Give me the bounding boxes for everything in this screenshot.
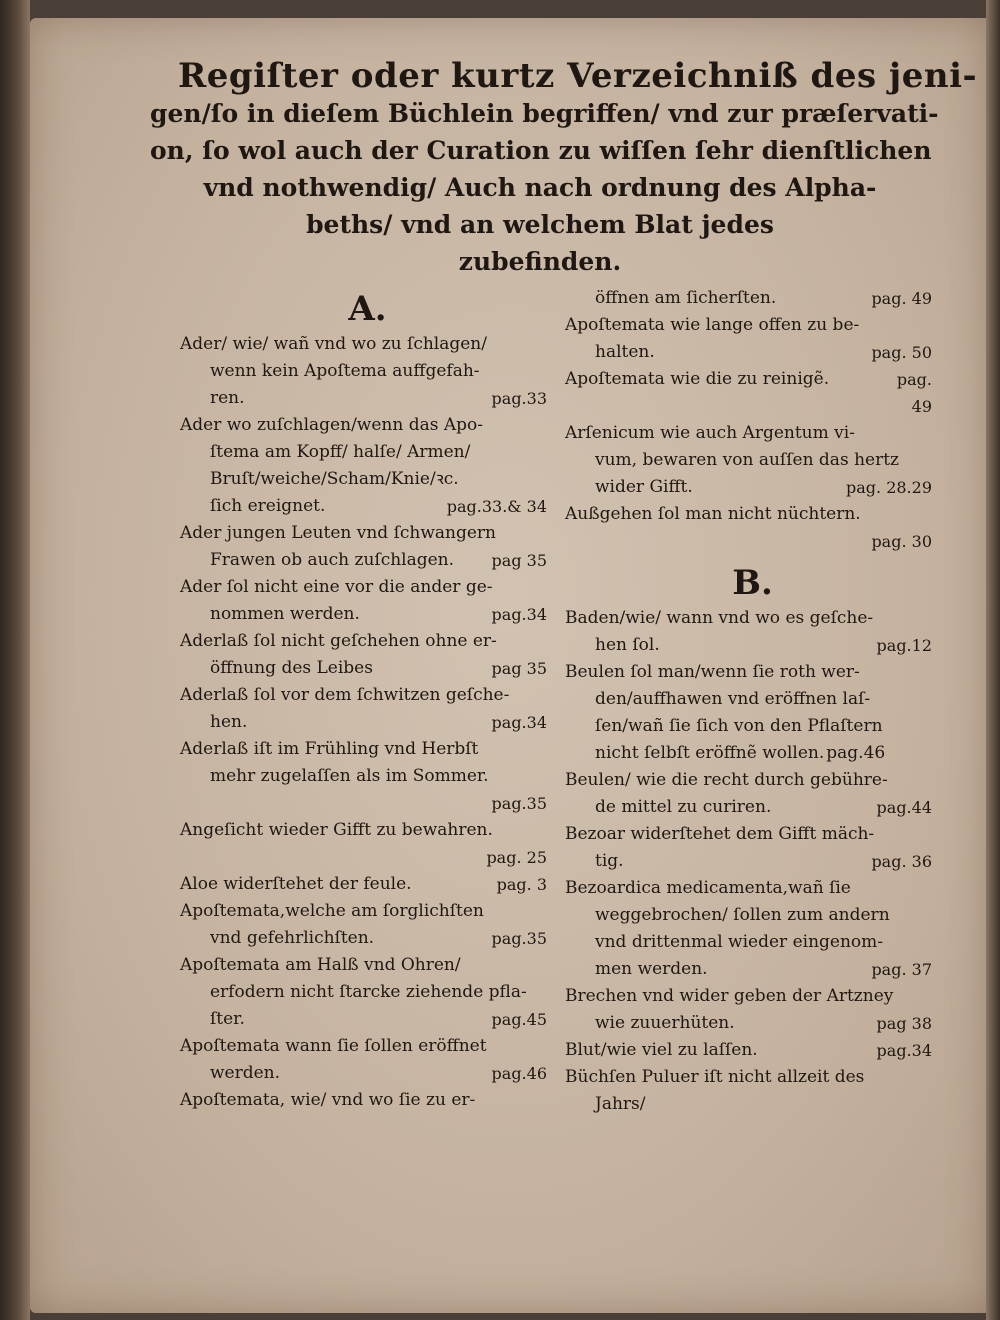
entry-text: Frawen ob auch zuſchlagen. — [210, 550, 455, 570]
section-letter-b: B. — [732, 563, 773, 603]
index-entry — [180, 412, 555, 520]
entry-text: ſter. — [210, 1009, 245, 1029]
index-entry — [565, 767, 940, 821]
index-entry — [565, 1037, 940, 1064]
entry-text: Apoſtemata am Halß vnd Ohren/ — [180, 955, 461, 975]
entry-text: Bruſt/weiche/Scham/Knie/ꝛc. — [210, 469, 459, 489]
entry-line — [180, 655, 555, 682]
index-entry — [565, 983, 940, 1037]
entry-line — [565, 821, 940, 848]
index-entry — [180, 952, 555, 1033]
index-entry — [180, 736, 555, 817]
index-entry — [180, 1033, 555, 1087]
entry-line — [565, 285, 940, 312]
entry-text: Brechen vnd wider geben der Artzney — [565, 986, 894, 1006]
entry-line — [180, 1006, 555, 1033]
entry-line — [565, 659, 940, 686]
entry-text: Beulen/ wie die recht durch gebühre- — [565, 770, 888, 790]
entry-line — [180, 331, 555, 358]
entry-line — [180, 709, 555, 736]
index-entry — [180, 331, 555, 412]
entry-line — [565, 767, 940, 794]
index-entry — [180, 817, 555, 871]
entry-line — [565, 393, 940, 420]
entry-text: Apoſtemata wann ſie ſollen eröffnet — [180, 1036, 487, 1056]
entry-text: Ader jungen Leuten vnd ſchwangern — [180, 523, 497, 543]
index-entry — [565, 1064, 940, 1118]
entry-list-a-continued — [565, 285, 940, 555]
entry-text: Aderlaß ſol vor dem ſchwitzen geſche- — [180, 685, 510, 705]
page-reference: pag. 30 — [871, 532, 932, 551]
entry-text: Baden/wie/ wann vnd wo es geſche- — [565, 608, 874, 628]
entry-text: hen. — [210, 712, 248, 732]
entry-line — [565, 528, 940, 555]
index-column-right — [565, 285, 940, 1118]
entry-text: wider Gifft. — [595, 477, 693, 497]
page-reference: pag.34 — [491, 605, 547, 624]
entry-line — [565, 713, 940, 740]
entry-text: vum, bewaren von auſſen das hertz — [595, 450, 899, 470]
entry-line — [180, 871, 555, 898]
entry-line — [180, 385, 555, 412]
page-reference: 49 — [911, 397, 932, 416]
entry-text: Ader/ wie/ wañ vnd wo zu ſchlagen/ — [180, 334, 487, 354]
entry-line — [565, 312, 940, 339]
entry-text: öffnen am ſicherſten. — [595, 288, 777, 308]
entry-line — [180, 952, 555, 979]
entry-text: Angeſicht wieder Gifft zu bewahren. — [180, 820, 493, 840]
entry-line — [565, 1037, 940, 1064]
entry-text: Außgehen ſol man nicht nüchtern. — [565, 504, 861, 524]
page-reference: pag. 50 — [871, 343, 932, 362]
entry-line — [180, 817, 555, 844]
entry-text: werden. — [210, 1063, 281, 1083]
title-line-5: beths/ vnd an welchem Blat jedes — [306, 210, 774, 239]
title-line-2: gen/ſo in dieſem Büchlein begriffen/ vnd zur præſervati- — [150, 99, 939, 128]
page-reference: pag. 49 — [871, 289, 932, 308]
page-reference: pag. 36 — [871, 852, 932, 871]
entry-line — [180, 682, 555, 709]
index-entry — [180, 871, 555, 898]
entry-text: öffnung des Leibes — [210, 658, 373, 678]
index-entry — [565, 659, 940, 767]
entry-text: Apoſtemata,welche am ſorglichſten — [180, 901, 484, 921]
entry-text: Büchſen Puluer iſt nicht allzeit des — [565, 1067, 865, 1087]
index-entry — [565, 366, 940, 420]
index-entry — [180, 898, 555, 952]
index-entry — [565, 420, 940, 501]
entry-text: ſich ereignet. — [210, 496, 326, 516]
entry-line — [565, 875, 940, 902]
entry-line — [565, 686, 940, 713]
entry-line — [565, 1064, 940, 1091]
section-letter-a: A. — [348, 289, 387, 329]
entry-line — [565, 929, 940, 956]
entry-line — [180, 979, 555, 1006]
entry-text: Apoſtemata, wie/ vnd wo ſie zu er- — [180, 1090, 476, 1110]
entry-text: Beulen ſol man/wenn ſie roth wer- — [565, 662, 860, 682]
entry-line — [180, 439, 555, 466]
entry-text: Blut/wie viel zu laſſen. — [565, 1040, 758, 1060]
entry-text: halten. — [595, 342, 655, 362]
entry-line — [180, 601, 555, 628]
entry-text: Aloe widerſtehet der feule. — [180, 874, 412, 894]
entry-text: Bezoar widerſtehet dem Gifft mäch- — [565, 824, 875, 844]
entry-text: Ader ſol nicht eine vor die ander ge- — [180, 577, 493, 597]
entry-text: Aderlaß iſt im Frühling vnd Herbſt — [180, 739, 479, 759]
page-reference: pag. 25 — [486, 848, 547, 867]
title-line-1: Regiſter oder kurtz Verzeichniß des jeni- — [178, 56, 978, 96]
entry-line — [180, 547, 555, 574]
index-entry — [180, 1087, 555, 1114]
entry-line — [180, 520, 555, 547]
entry-line — [565, 632, 940, 659]
entry-line — [180, 1033, 555, 1060]
page-reference: pag.34 — [876, 1041, 932, 1060]
entry-line — [180, 493, 555, 520]
entry-line — [180, 466, 555, 493]
entry-line — [180, 412, 555, 439]
page-reference: pag.33 — [491, 389, 547, 408]
entry-text: de mittel zu curiren. — [595, 797, 772, 817]
index-entry — [565, 875, 940, 983]
index-entry — [180, 682, 555, 736]
page-edge — [986, 0, 1000, 1320]
entry-line — [565, 501, 940, 528]
index-entry — [180, 574, 555, 628]
entry-line — [565, 902, 940, 929]
entry-text: Bezoardica medicamenta,wañ ſie — [565, 878, 851, 898]
entry-text: vnd gefehrlichſten. — [210, 928, 375, 948]
entry-line — [180, 763, 555, 790]
entry-text: Arſenicum wie auch Argentum vi- — [565, 423, 855, 443]
entry-line — [180, 1060, 555, 1087]
title-line-3: on, ſo wol auch der Curation zu wiſſen ſehr dienſtlichen — [150, 136, 932, 165]
page-reference: pag 35 — [491, 659, 547, 678]
entry-text: vnd drittenmal wieder eingenom- — [595, 932, 884, 952]
entry-line — [180, 358, 555, 385]
page-reference: pag 35 — [491, 551, 547, 570]
page-reference: pag. — [896, 370, 932, 389]
entry-text: wie zuuerhüten. — [595, 1013, 735, 1033]
entry-line — [565, 474, 940, 501]
entry-line — [180, 898, 555, 925]
page-reference: pag.46 — [491, 1064, 547, 1083]
entry-text: Apoſtemata wie die zu reinigẽ. — [565, 369, 830, 389]
entry-line — [180, 925, 555, 952]
page-reference: pag.35 — [491, 794, 547, 813]
entry-line — [565, 983, 940, 1010]
index-entry — [180, 628, 555, 682]
index-entry — [565, 312, 940, 366]
entry-text: wenn kein Apoſtema auffgefah- — [210, 361, 480, 381]
entry-line — [565, 339, 940, 366]
entry-line — [180, 736, 555, 763]
entry-text: den/auffhawen vnd eröffnen laſ- — [595, 689, 871, 709]
page-reference: pag 38 — [876, 1014, 932, 1033]
entry-text: hen ſol. — [595, 635, 660, 655]
entry-text: tig. — [595, 851, 624, 871]
page-reference: pag.44 — [876, 798, 932, 817]
page-reference: pag. 3 — [496, 875, 547, 894]
entry-text: nommen werden. — [210, 604, 360, 624]
index-entry — [565, 285, 940, 312]
index-entry — [180, 520, 555, 574]
page-reference: pag.45 — [491, 1010, 547, 1029]
entry-text: Jahrs/ — [595, 1094, 646, 1114]
page-reference: pag.33.& 34 — [446, 497, 547, 516]
page-reference: pag.35 — [491, 929, 547, 948]
entry-text: Ader wo zuſchlagen/wenn das Apo- — [180, 415, 483, 435]
index-entry — [565, 501, 940, 555]
index-entry — [565, 605, 940, 659]
page-reference: pag.34 — [491, 713, 547, 732]
page-reference: pag.12 — [876, 636, 932, 655]
page-reference: pag.46 — [826, 743, 886, 763]
entry-line — [180, 628, 555, 655]
entry-line — [565, 1010, 940, 1037]
entry-text: erfodern nicht ſtarcke ziehende pfla- — [210, 982, 527, 1002]
entry-line — [180, 844, 555, 871]
index-column-left — [180, 285, 555, 1114]
entry-line — [180, 1087, 555, 1114]
page-reference: pag. 37 — [871, 960, 932, 979]
entry-text: weggebrochen/ ſollen zum andern — [595, 905, 890, 925]
entry-line — [565, 605, 940, 632]
entry-list-b — [565, 605, 940, 1118]
entry-text: mehr zugelaſſen als im Sommer. — [210, 766, 489, 786]
entry-line — [565, 848, 940, 875]
entry-text: Aderlaß ſol nicht geſchehen ohne er- — [180, 631, 497, 651]
entry-line — [565, 366, 940, 393]
entry-line — [565, 794, 940, 821]
title-line-4: vnd nothwendig/ Auch nach ordnung des Alpha- — [203, 173, 877, 202]
entry-text: Apoſtemata wie lange offen zu be- — [565, 315, 860, 335]
register-title — [150, 56, 978, 280]
entry-list-a — [180, 331, 555, 1114]
entry-line — [565, 447, 940, 474]
entry-text: ren. — [210, 388, 245, 408]
entry-text: nicht ſelbſt eröffnẽ wollen. — [595, 743, 825, 763]
entry-line — [565, 420, 940, 447]
entry-line — [565, 740, 940, 767]
entry-line — [180, 574, 555, 601]
page-reference: pag. 28.29 — [846, 478, 932, 497]
entry-line — [565, 1091, 940, 1118]
entry-line — [180, 790, 555, 817]
entry-text: ſen/wañ ſie ſich von den Pflaſtern — [595, 716, 883, 736]
entry-text: ſtema am Kopff/ halſe/ Armen/ — [210, 442, 471, 462]
title-line-6: zubefinden. — [458, 247, 622, 276]
book-gutter — [0, 0, 30, 1320]
entry-text: men werden. — [595, 959, 708, 979]
index-entry — [565, 821, 940, 875]
entry-line — [565, 956, 940, 983]
